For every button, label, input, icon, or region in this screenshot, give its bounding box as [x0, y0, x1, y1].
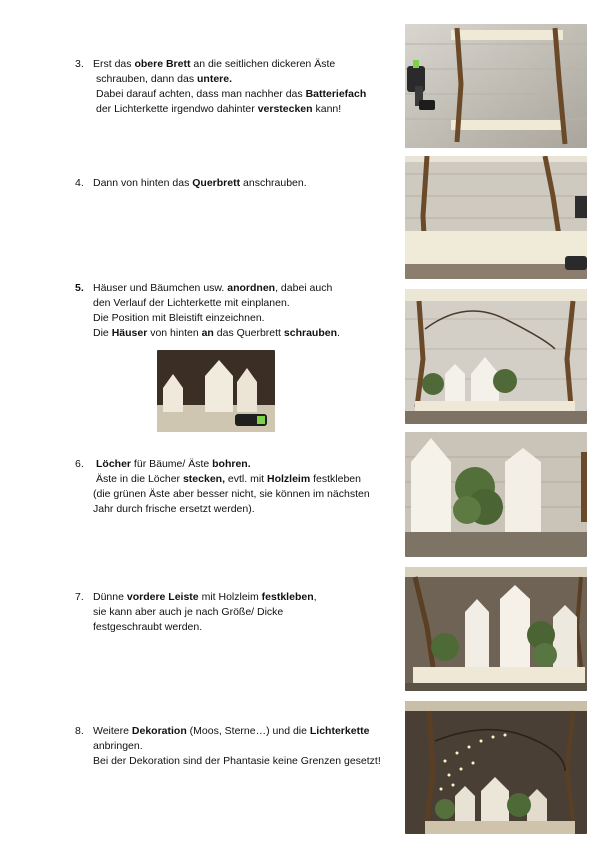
step-line: [93, 605, 283, 619]
bold-text: Löcher: [96, 458, 132, 470]
text: sie kann aber auch je nach Größe/ Dicke: [93, 606, 284, 618]
step-number: 6.: [75, 458, 84, 470]
text: Die Position mit Bleistift einzeichnen.: [93, 312, 265, 324]
bold-text: festkleben: [261, 591, 314, 603]
trees-glued-photo: [405, 432, 587, 557]
bold-text: anordnen: [227, 282, 276, 294]
text: kann!: [312, 103, 342, 115]
step-line: [93, 590, 317, 604]
step-line: [96, 472, 361, 486]
bold-text: an: [201, 327, 214, 339]
step-line: [93, 620, 202, 634]
crossboard-photo: [405, 156, 587, 279]
step-line: [93, 754, 381, 768]
step-number: 4.: [75, 177, 84, 189]
step-line: [96, 457, 251, 471]
bold-text: stecken,: [182, 473, 225, 485]
text: Die: [93, 327, 112, 339]
text: Erst das: [93, 58, 135, 70]
bold-text: bohren.: [212, 458, 251, 470]
text: für Bäume/ Äste: [131, 458, 213, 470]
text: Äste in die Löcher: [96, 473, 183, 485]
text: Häuser und Bäumchen usw.: [93, 282, 228, 294]
text: mit Holzleim: [198, 591, 262, 603]
front-strip-photo: [405, 567, 587, 691]
bold-text: Holzleim: [267, 473, 311, 485]
text: schrauben, dann das: [96, 73, 197, 85]
houses-arranged-photo: [405, 289, 587, 424]
text: (die grünen Äste aber besser nicht, sie können im nächsten: [93, 488, 370, 500]
text: anbringen.: [93, 740, 143, 752]
text: an die seitlichen dickeren Äste: [190, 58, 336, 70]
text: , dabei auch: [275, 282, 333, 294]
bold-text: obere Brett: [134, 58, 191, 70]
bold-text: Batteriefach: [305, 88, 367, 100]
text: evtl. mit: [225, 473, 268, 485]
text: den Verlauf der Lichterkette mit einplanen.: [93, 297, 290, 309]
step-line: [96, 102, 341, 116]
finished-lights-photo: [405, 701, 587, 834]
text: der Lichterkette irgendwo dahinter: [96, 103, 258, 115]
step-line: [93, 311, 265, 325]
bold-text: Lichterkette: [309, 725, 370, 737]
bold-text: Querbrett: [192, 177, 241, 189]
text: .: [337, 327, 340, 339]
bold-text: Dekoration: [131, 725, 187, 737]
bold-text: schrauben: [283, 327, 338, 339]
text: Dünne: [93, 591, 127, 603]
step-number: 7.: [75, 591, 84, 603]
text: Dabei darauf achten, dass man nachher das: [96, 88, 306, 100]
bold-text: untere.: [197, 73, 233, 85]
text: Jahr durch frische ersetzt werden).: [93, 503, 255, 515]
step-line: [93, 296, 290, 310]
step-line: [93, 502, 255, 516]
text: Weitere: [93, 725, 132, 737]
text: Dann von hinten das: [93, 177, 193, 189]
step-line: [93, 326, 340, 340]
text: festgeschraubt werden.: [93, 621, 203, 633]
text: festkleben: [310, 473, 361, 485]
step-line: [96, 87, 366, 101]
step-line: [93, 57, 335, 71]
text: das Querbrett: [213, 327, 284, 339]
house-screwing-photo: [157, 350, 275, 432]
step-line: [93, 281, 332, 295]
text: von hinten: [147, 327, 202, 339]
step-line: [93, 487, 370, 501]
text: (Moos, Sterne…) und die: [186, 725, 310, 737]
bold-text: verstecken: [257, 103, 313, 115]
step-line: [93, 739, 143, 753]
text: Bei der Dekoration sind der Phantasie keine Grenzen gesetzt!: [93, 755, 381, 767]
step-line: [93, 724, 369, 738]
step-line: [96, 72, 232, 86]
text: anschrauben.: [240, 177, 307, 189]
bold-text: vordere Leiste: [126, 591, 199, 603]
text: ,: [313, 591, 317, 603]
bold-text: Häuser: [111, 327, 148, 339]
step-number: 8.: [75, 725, 84, 737]
step-number: 5.: [75, 282, 84, 294]
step-line: [93, 176, 307, 190]
step-number: 3.: [75, 58, 84, 70]
frame-with-drill-photo: [405, 24, 587, 148]
